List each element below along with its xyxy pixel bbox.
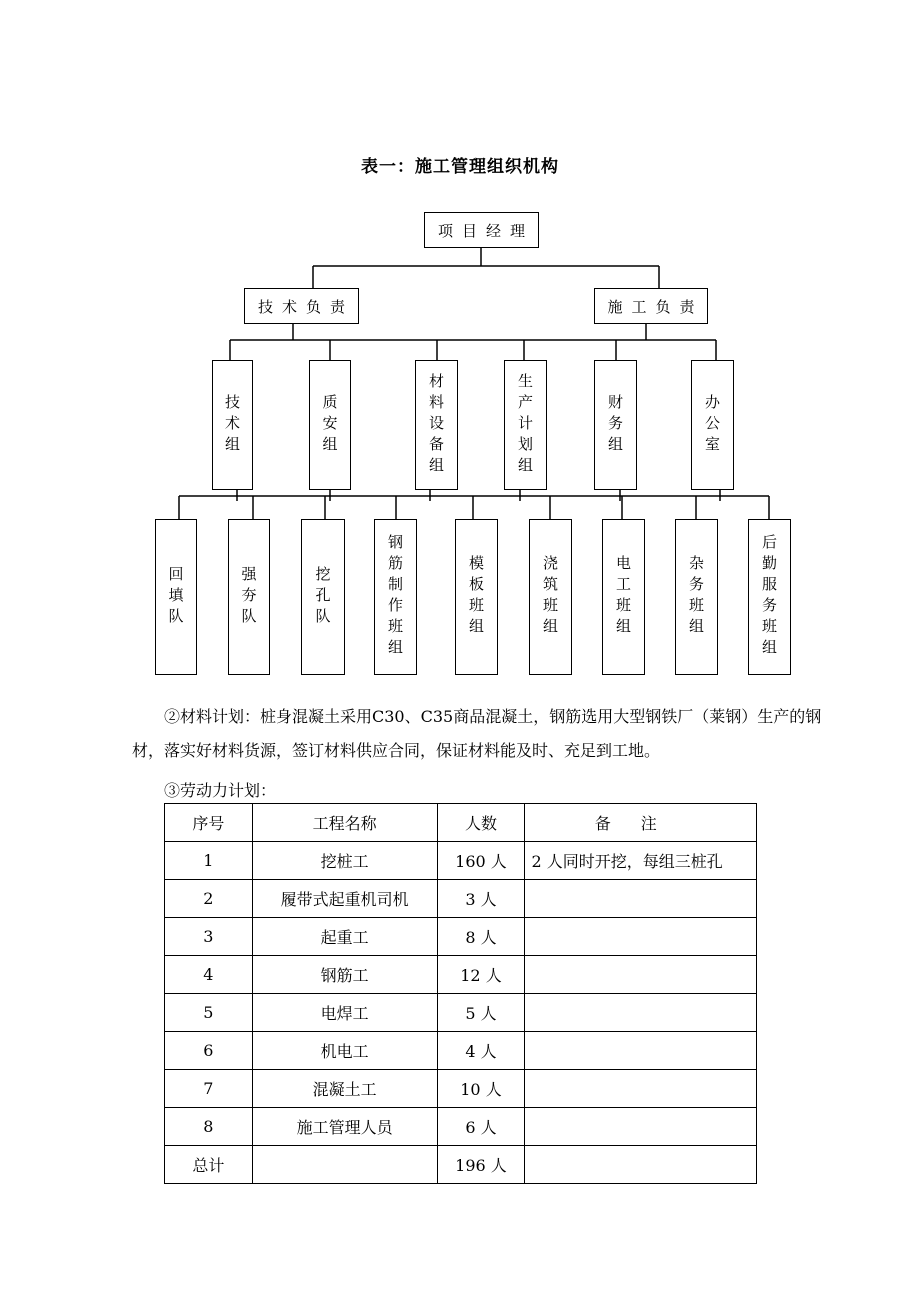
table-row bbox=[165, 956, 757, 994]
cell-headcount: 8 人 bbox=[437, 918, 525, 956]
cell-remarks bbox=[525, 1108, 757, 1146]
table-row bbox=[165, 842, 757, 880]
cell-job-name: 履带式起重机司机 bbox=[252, 880, 437, 918]
table-row bbox=[165, 1070, 757, 1108]
table-row bbox=[165, 994, 757, 1032]
cell-job-name: 挖桩工 bbox=[252, 842, 437, 880]
cell-index: 6 bbox=[165, 1032, 253, 1070]
cell-headcount: 3 人 bbox=[437, 880, 525, 918]
cell-index: 5 bbox=[165, 994, 253, 1032]
cell-remarks bbox=[525, 1146, 757, 1184]
cell-total-headcount: 196 人 bbox=[437, 1146, 525, 1184]
chart-title: 表一：施工管理组织机构 bbox=[361, 157, 559, 177]
header-remarks: 备注 bbox=[525, 804, 757, 842]
org-node-tech-group: 技术组 bbox=[212, 360, 253, 490]
org-node-backfill-team: 回填队 bbox=[155, 519, 197, 675]
org-node-material-equipment-group: 材料设备组 bbox=[415, 360, 458, 490]
table-row bbox=[165, 1108, 757, 1146]
cell-headcount: 5 人 bbox=[437, 994, 525, 1032]
cell-remarks bbox=[525, 880, 757, 918]
cell-job-name: 电焊工 bbox=[252, 994, 437, 1032]
labor-table bbox=[164, 803, 757, 1184]
header-job-name: 工程名称 bbox=[252, 804, 437, 842]
cell-index: 8 bbox=[165, 1108, 253, 1146]
org-node-production-plan-group: 生产计划组 bbox=[504, 360, 547, 490]
cell-job-name: 机电工 bbox=[252, 1032, 437, 1070]
cell-headcount: 4 人 bbox=[437, 1032, 525, 1070]
org-node-quality-safety-group: 质安组 bbox=[309, 360, 351, 490]
cell-index: 2 bbox=[165, 880, 253, 918]
cell-index: 1 bbox=[165, 842, 253, 880]
org-node-pouring-team: 浇筑班组 bbox=[529, 519, 572, 675]
material-plan-paragraph: ②材料计划：桩身混凝土采用C30、C35商品混凝土，钢筋选用大型钢铁厂（莱钢）生产的钢材，落实好材料货源，签订材料供应合同，保证材料能及时、充足到工地。 bbox=[132, 707, 822, 760]
cell-job-name: 混凝土工 bbox=[252, 1070, 437, 1108]
org-node-logistics-team: 后勤服务班组 bbox=[748, 519, 791, 675]
org-node-project-manager: 项目经理 bbox=[424, 212, 539, 248]
cell-remarks bbox=[525, 1070, 757, 1108]
table-header-row bbox=[165, 804, 757, 842]
org-node-rebar-team: 钢筋制作班组 bbox=[374, 519, 417, 675]
cell-headcount: 12 人 bbox=[437, 956, 525, 994]
cell-headcount: 10 人 bbox=[437, 1070, 525, 1108]
cell-remarks bbox=[525, 918, 757, 956]
cell-headcount: 160 人 bbox=[437, 842, 525, 880]
cell-job-name: 起重工 bbox=[252, 918, 437, 956]
cell-index: 3 bbox=[165, 918, 253, 956]
cell-index: 7 bbox=[165, 1070, 253, 1108]
org-node-formwork-team: 模板班组 bbox=[455, 519, 498, 675]
org-node-dynamic-compaction-team: 强夯队 bbox=[228, 519, 270, 675]
header-index: 序号 bbox=[165, 804, 253, 842]
org-node-office: 办公室 bbox=[691, 360, 734, 490]
header-headcount: 人数 bbox=[437, 804, 525, 842]
org-node-construction-lead: 施工负责 bbox=[594, 288, 708, 324]
table-row bbox=[165, 1032, 757, 1070]
cell-index: 4 bbox=[165, 956, 253, 994]
cell-remarks bbox=[525, 956, 757, 994]
cell-remarks bbox=[525, 1032, 757, 1070]
cell-job-name: 施工管理人员 bbox=[252, 1108, 437, 1146]
labor-plan-heading: ③劳动力计划： bbox=[164, 781, 277, 800]
cell-remarks: 2 人同时开挖，每组三桩孔 bbox=[525, 842, 757, 880]
cell-total-label: 总计 bbox=[165, 1146, 253, 1184]
table-total-row bbox=[165, 1146, 757, 1184]
table-row bbox=[165, 880, 757, 918]
org-node-electrician-team: 电工班组 bbox=[602, 519, 645, 675]
org-node-hand-dug-team: 挖孔队 bbox=[301, 519, 345, 675]
org-node-misc-team: 杂务班组 bbox=[675, 519, 718, 675]
cell-job-name bbox=[252, 1146, 437, 1184]
org-node-technical-lead: 技术负责 bbox=[244, 288, 359, 324]
cell-remarks bbox=[525, 994, 757, 1032]
table-row bbox=[165, 918, 757, 956]
cell-headcount: 6 人 bbox=[437, 1108, 525, 1146]
org-node-finance-group: 财务组 bbox=[594, 360, 637, 490]
cell-job-name: 钢筋工 bbox=[252, 956, 437, 994]
